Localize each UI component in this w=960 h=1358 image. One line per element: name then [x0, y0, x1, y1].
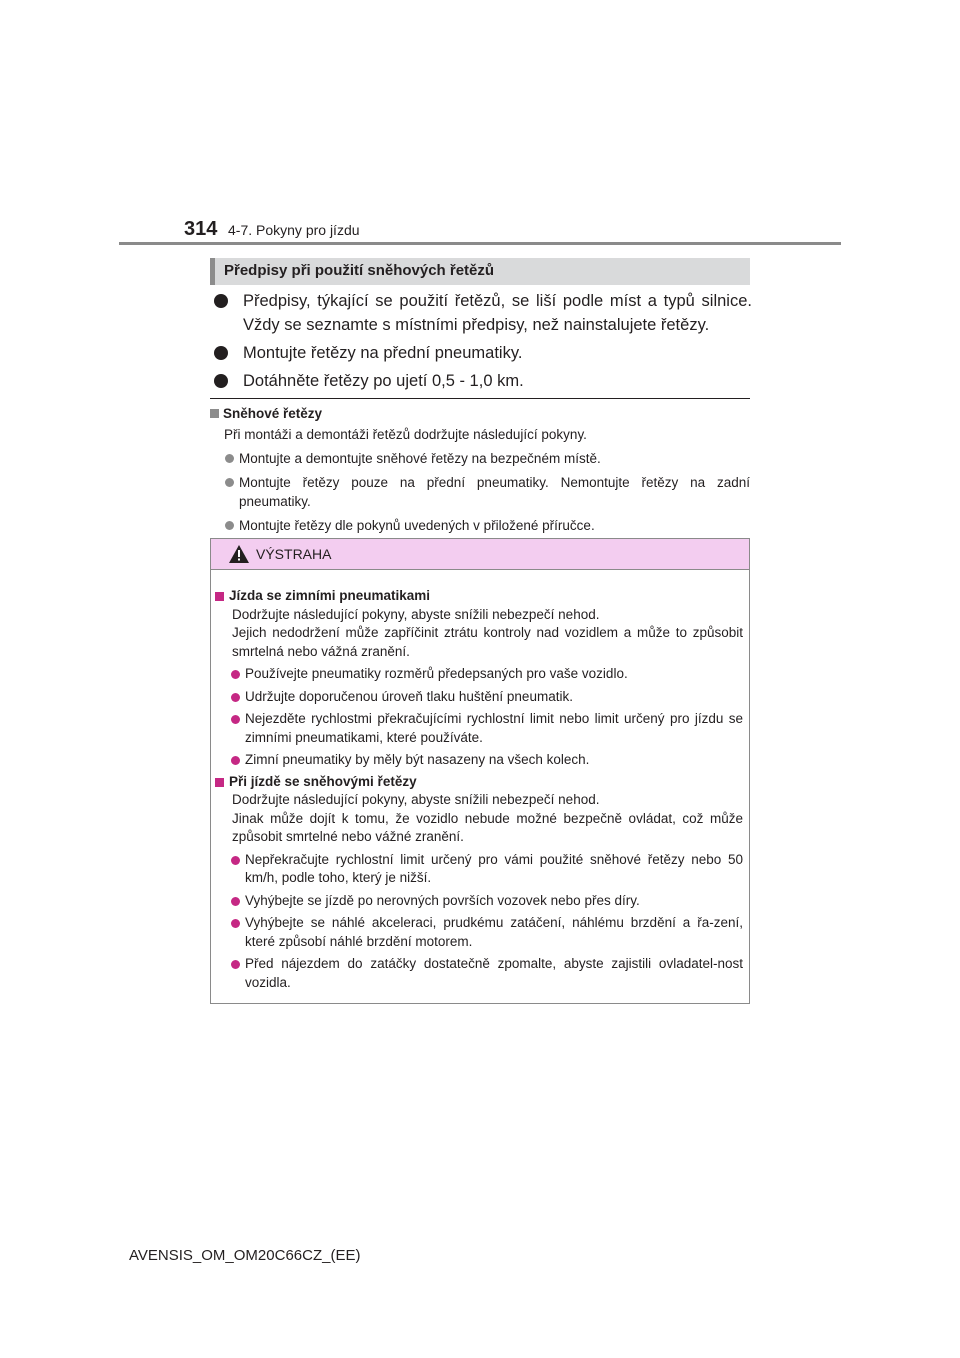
list-item-text: Před nájezdem do zatáčky dostatečně zpomalte, abyste zajistili ovladatel-nost vozidla. — [245, 956, 743, 990]
section-divider — [210, 398, 750, 399]
list-item-text: Montujte řetězy na přední pneumatiky. — [243, 344, 523, 362]
list-item — [214, 688, 743, 707]
list-item — [210, 449, 750, 468]
bullet-icon — [225, 478, 234, 487]
winter-tires-heading: Jízda se zimními pneumatikami — [214, 587, 743, 606]
list-item-text: Vyhýbejte se jízdě po nerovných površích vozovek nebo přes díry. — [245, 892, 640, 908]
warning-paragraph: Dodržujte následující pokyny, abyste snížili nebezpečí nehod. — [232, 606, 600, 622]
list-item — [212, 341, 752, 365]
page-number: 314 — [184, 218, 218, 240]
regulation-list — [212, 289, 752, 397]
list-item-text: Zimní pneumatiky by měly být nasazeny na všech kolech. — [245, 752, 590, 767]
bullet-icon — [231, 856, 240, 865]
list-item-text: Udržujte doporučenou úroveň tlaku huštění pneumatik. — [245, 688, 573, 704]
warning-triangle-icon — [229, 545, 249, 563]
bullet-icon — [231, 897, 240, 906]
list-item — [214, 851, 743, 888]
snow-chains-heading: Sněhové řetězy — [210, 404, 750, 423]
bullet-icon — [231, 919, 240, 928]
list-item — [214, 751, 743, 770]
list-item-text: Montujte řetězy dle pokynů uvedených v přiložené příručce. — [239, 518, 595, 533]
warning-paragraph: Jinak může dojít k tomu, že vozidlo nebude možné bezpečně ovládat, což může způsobit smrtelné nebo vážné zranění. — [232, 810, 743, 844]
warning-paragraph: Jejich nedodržení může zapříčinit ztrátu kontroly nad vozidlem a může to způsobit smrtelná nebo vážná zranění. — [232, 625, 743, 659]
bullet-icon — [231, 756, 240, 765]
warning-box — [210, 538, 750, 1004]
bullet-icon — [214, 294, 228, 308]
bullet-icon — [214, 346, 228, 360]
warning-header — [211, 539, 749, 570]
list-item — [214, 955, 743, 992]
bullet-icon — [231, 693, 240, 702]
warning-title: VÝSTRAHA — [256, 546, 332, 562]
header-divider — [119, 242, 841, 245]
list-item — [210, 473, 750, 511]
bullet-icon — [231, 960, 240, 969]
section-reference: 4-7. Pokyny pro jízdu — [228, 222, 360, 238]
warning-body — [211, 570, 749, 992]
square-bullet-icon — [215, 778, 224, 787]
document-id: AVENSIS_OM_OM20C66CZ_(EE) — [129, 1247, 361, 1264]
list-item — [214, 710, 743, 747]
snow-chains-driving-heading: Při jízdě se sněhovými řetězy — [214, 773, 743, 792]
snow-chains-section — [210, 404, 750, 535]
list-item — [212, 289, 752, 337]
list-item-text: Předpisy, týkající se použití řetězů, se liší podle míst a typů silnice. Vždy se seznamte s místními předpisy, než nainstalujete řetězy. — [243, 292, 752, 334]
section-title-bar — [210, 258, 750, 285]
list-item — [214, 914, 743, 951]
warning-paragraph: Dodržujte následující pokyny, abyste snížili nebezpečí nehod. — [232, 792, 600, 807]
list-item-text: Používejte pneumatiky rozměrů předepsaných pro vaše vozidlo. — [245, 666, 628, 681]
bullet-icon — [225, 521, 234, 530]
list-item-text: Montujte a demontujte sněhové řetězy na bezpečném místě. — [239, 451, 601, 466]
bullet-icon — [231, 670, 240, 679]
list-item-text: Nepřekračujte rychlostní limit určený pro vámi použité sněhové řetězy nebo 50 km/h, podle toho, který je nižší. — [245, 851, 743, 885]
bullet-icon — [214, 374, 228, 388]
title-bar-accent — [210, 258, 215, 285]
list-item — [210, 516, 750, 535]
list-item-text: Nejezděte rychlostmi překračujícími rychlostní limit nebo limit určený pro jízdu se zimními pneumatikami, které používáte. — [245, 711, 743, 745]
list-item-text: Vyhýbejte se náhlé akceleraci, prudkému zatáčení, náhlému brzdění a řa-zení, které způsobí náhlé brzdění motorem. — [245, 915, 743, 949]
square-bullet-icon — [215, 592, 224, 601]
bullet-icon — [225, 454, 234, 463]
bullet-icon — [231, 715, 240, 724]
list-item — [212, 369, 752, 393]
square-bullet-icon — [210, 409, 219, 418]
list-item-text: Montujte řetězy pouze na přední pneumatiky. Nemontujte řetězy na zadní pneumatiky. — [239, 475, 750, 509]
section-title: Předpisy při použití sněhových řetězů — [224, 262, 495, 279]
snow-chains-intro: Při montáži a demontáži řetězů dodržujte následující pokyny. — [224, 427, 587, 442]
list-item — [214, 665, 743, 684]
list-item — [214, 892, 743, 911]
list-item-text: Dotáhněte řetězy po ujetí 0,5 - 1,0 km. — [243, 372, 524, 390]
